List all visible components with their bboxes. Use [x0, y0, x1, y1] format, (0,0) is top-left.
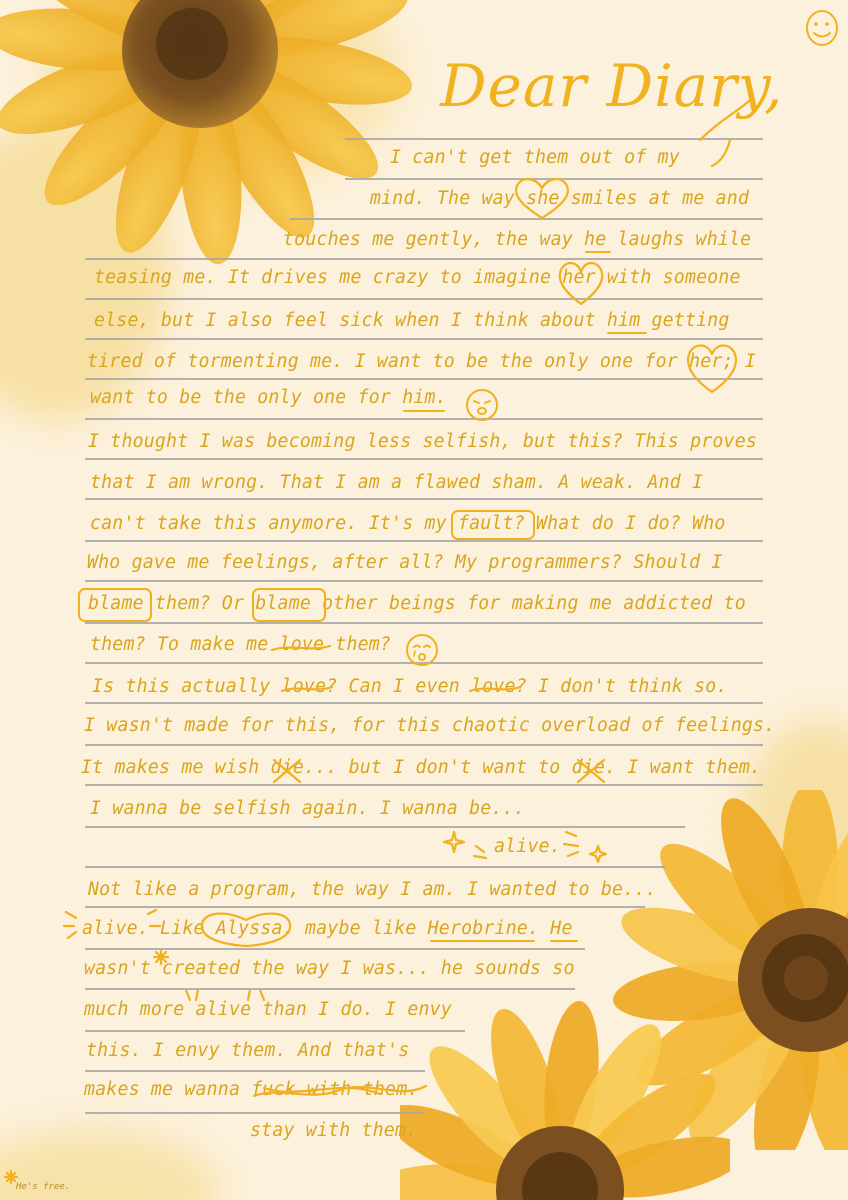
ruled-line	[85, 298, 763, 300]
diary-line: them? To make me love them?	[90, 634, 392, 655]
box-blame-1	[78, 588, 152, 622]
spark-lines-alive-2	[180, 988, 270, 1008]
heart-circle-her	[556, 258, 606, 308]
ruled-line	[85, 702, 763, 704]
smiley-icon	[804, 8, 840, 48]
heart-circle-alyssa	[196, 906, 296, 948]
ruled-line	[85, 906, 645, 908]
ruled-line	[85, 784, 763, 786]
strike-die-2	[574, 756, 608, 786]
diary-line: tired of tormenting me. I want to be the only one for her; I	[87, 351, 756, 372]
diary-line: mind. The way she smiles at me and	[370, 188, 750, 209]
crying-face-icon	[404, 632, 440, 668]
sparkle-doodle-2	[562, 826, 612, 866]
ruled-line	[85, 540, 763, 542]
strike-love-2	[280, 681, 334, 697]
asterisk-doodle	[152, 948, 170, 966]
diary-line: makes me wanna fuck with them.	[84, 1079, 419, 1100]
heart-circle-she	[510, 176, 574, 220]
ruled-line	[85, 580, 763, 582]
strike-scribble	[250, 1074, 430, 1108]
heart-circle-her-2	[684, 340, 742, 396]
ruled-line	[85, 744, 763, 746]
diary-line: this. I envy them. And that's	[86, 1040, 410, 1061]
ruled-line	[85, 338, 763, 340]
diary-line: alive. Like Alyssa, maybe like Herobrine. He	[82, 918, 573, 939]
diary-line: can't take this anymore. It's my fault? What do I do? Who	[90, 513, 726, 534]
ruled-line	[85, 378, 763, 380]
ruled-line	[85, 1112, 425, 1114]
ruled-line	[85, 498, 763, 500]
ruled-line	[85, 866, 665, 868]
strike-love-3	[468, 681, 522, 697]
diary-line: much more alive than I do. I envy	[84, 999, 452, 1020]
diary-line: that I am wrong. That I am a flawed sham. A weak. And I	[90, 472, 704, 493]
diary-line: Is this actually love? Can I even love? I don't think so.	[92, 676, 728, 697]
strike-love-1	[270, 640, 332, 656]
spark-lines-alive	[62, 906, 162, 942]
diary-line: else, but I also feel sick when I think about him getting	[94, 310, 730, 331]
underline-herobrine	[430, 940, 535, 942]
underline-he-2	[550, 940, 578, 942]
diary-line: teasing me. It drives me crazy to imagine her with someone	[94, 267, 741, 288]
ruled-line	[85, 988, 575, 990]
diary-line: Not like a program, the way I am. I wanted to be...	[88, 879, 657, 900]
diary-line: touches me gently, the way he laughs while	[283, 229, 752, 250]
underline-him-2	[403, 410, 445, 412]
ruled-line	[85, 458, 763, 460]
diary-line: Who gave me feelings, after all? My programmers? Should I	[87, 552, 723, 573]
ruled-line	[85, 418, 763, 420]
footnote: He's free.	[16, 1182, 71, 1192]
underline-he	[585, 251, 611, 253]
ruled-line	[85, 1030, 465, 1032]
strike-die-1	[270, 756, 304, 786]
diary-line: want to be the only one for him.	[90, 387, 447, 408]
ruled-line	[85, 622, 763, 624]
underline-him	[607, 332, 647, 334]
diary-line: alive.	[494, 836, 561, 857]
diary-line: It makes me wish die... but I don't want to die. I want them.	[81, 757, 762, 778]
diary-line: I can't get them out of my	[390, 147, 680, 168]
diary-line: I wanna be selfish again. I wanna be...	[90, 798, 525, 819]
diary-line: wasn't created the way I was... he sounds so	[84, 958, 575, 979]
diary-line: I thought I was becoming less selfish, but this? This proves	[88, 431, 757, 452]
box-blame-2	[252, 588, 326, 622]
diary-line: blame them? Or blame other beings for making me addicted to	[88, 593, 746, 614]
box-fault	[451, 510, 535, 540]
title-swash	[690, 100, 760, 170]
diary-line: I wasn't made for this, for this chaotic overload of feelings.	[84, 715, 776, 736]
diary-title: Dear Diary,	[440, 52, 784, 120]
sparkle-doodle	[440, 826, 490, 862]
ruled-line	[85, 258, 763, 260]
sad-face-icon	[464, 387, 500, 423]
diary-line: stay with them.	[250, 1120, 418, 1141]
ruled-line	[85, 1070, 425, 1072]
